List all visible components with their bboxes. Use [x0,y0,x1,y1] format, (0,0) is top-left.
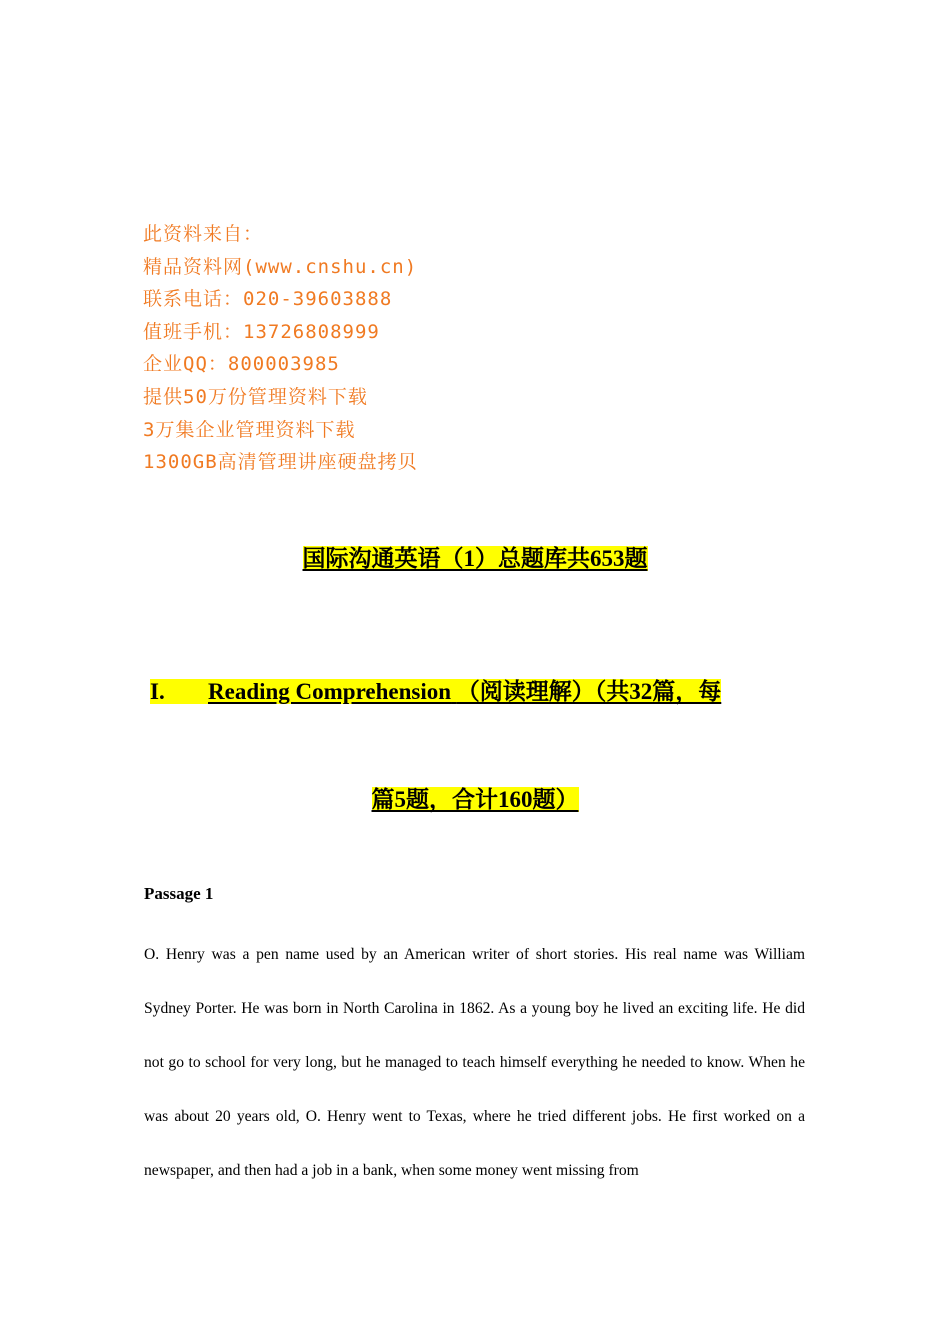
section-number: I. [150,679,165,704]
source-ad-block [143,218,418,479]
document-title [0,543,950,575]
ad-line: 联系电话：020-39603888 [143,288,393,311]
section-heading-continued [0,783,950,817]
section-heading-cn: （阅读理解）（共32篇，每 [456,679,722,704]
document-title-text: 国际沟通英语（1）总题库共653题 [302,546,648,571]
section-heading [150,675,802,709]
section-heading-cn-continued: 篇5题，合计160题） [371,787,579,812]
section-heading-en: Reading Comprehension [208,679,452,704]
passage-title: Passage 1 [144,884,214,903]
passage-body: O. Henry was a pen name used by an American writer of short stories. His real name was William Sydney Porter. He was born in North Carolina in 1862. As a young boy he lived an exciting life. He did not go to school for very long, but he managed to teach himself everything he needed to know. When he was about 20 years old, O. Henry went to Texas, where he tried different jobs. He first worked on a newspaper, and then had a job in a bank, when some money went missing from [144,946,805,1179]
ad-line: 3万集企业管理资料下载 [143,418,356,441]
ad-line: 企业QQ：800003985 [143,353,340,376]
ad-line: 值班手机：13726808999 [143,320,380,343]
section-heading-highlight [150,679,721,704]
ad-line: 此资料来自： [143,223,264,245]
ad-line: 1300GB高清管理讲座硬盘拷贝 [143,451,418,474]
ad-line: 精品资料网(www.cnshu.cn) [143,255,418,278]
ad-line: 提供50万份管理资料下载 [143,385,368,408]
